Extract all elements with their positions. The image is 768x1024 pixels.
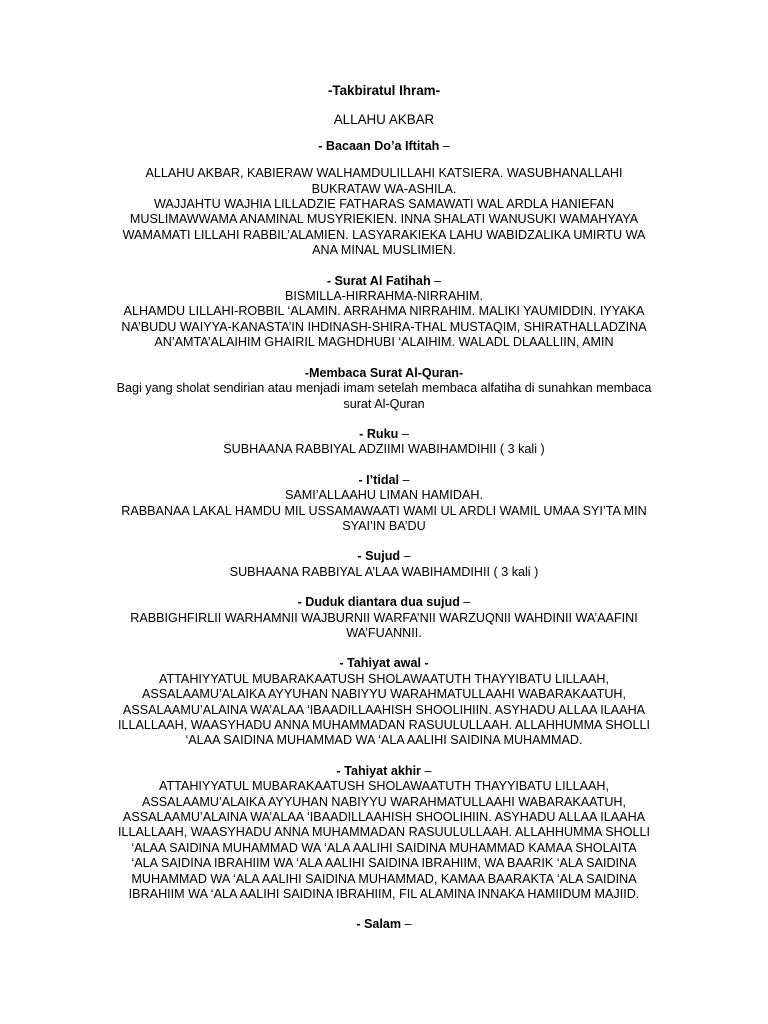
quran-section bbox=[80, 366, 688, 412]
tahiyat-awal-line: ASSALAAMU’ALAIKA AYYUHAN NABIYYU WARAHMATULLAAHI WABARAKAATUH, bbox=[141, 687, 627, 702]
tahiyat-akhir-line: ATTAHIYYATUL MUBARAKAATUSH SHOLAWAATUTH THAYYIBATU LILLAAH, bbox=[159, 779, 609, 794]
iftitah-line: BUKRATAW WA-ASHILA. bbox=[311, 181, 457, 196]
ruku-line: SUBHAANA RABBIYAL ADZIIMI WABIHAMDIHII ( 3 kali ) bbox=[223, 442, 545, 457]
iftitah-body bbox=[80, 166, 688, 258]
tahiyat-akhir-line: ASSALAAMU’ALAINA WA’ALAA ‘IBAADILLAAHISH SHOOLIHIIN. ASYHADU ALLAA ILAAHA bbox=[122, 810, 646, 825]
ruku-heading bbox=[80, 427, 688, 442]
itidal-section bbox=[80, 473, 688, 535]
iftitah-line: ALLAHU AKBAR, KABIERAW WALHAMDULILLAHI KATSIERA. WASUBHANALLAHI bbox=[145, 166, 623, 181]
tahiyat-awal-section bbox=[80, 656, 688, 748]
fatihah-line: NA’BUDU WAIYYA-KANASTA’IN IHDINASH-SHIRA-THAL MUSTAQIM, SHIRATHALLADZINA bbox=[121, 319, 647, 334]
tahiyat-awal-line: ‘ALAA SAIDINA MUHAMMAD WA ‘ALA AALIHI SAIDINA MUHAMMAD. bbox=[185, 733, 583, 748]
itidal-title: - I’tidal bbox=[358, 472, 400, 487]
itidal-line: RABBANAA LAKAL HAMDU MIL USSAMAWAATI WAMI UL ARDLI WAMIL UMAA SYI’TA MIN bbox=[121, 503, 647, 518]
salam-dash: – bbox=[401, 917, 412, 932]
tahiyat-awal-line: ATTAHIYYATUL MUBARAKAATUSH SHOLAWAATUTH THAYYIBATU LILLAAH, bbox=[159, 671, 609, 686]
iftitah-heading bbox=[80, 139, 688, 154]
iftitah-line: MUSLIMAWWAMA ANAMINAL MUSYRIEKIEN. INNA SHALATI WANUSUKI WAMAHYAYA bbox=[129, 212, 639, 227]
duduk-dash: – bbox=[459, 595, 471, 610]
tahiyat-akhir-section bbox=[80, 764, 688, 903]
fatihah-line: AN’AMTA’ALAIHIM GHAIRIL MAGHDHUBI ‘ALAIHIM. WALADL DLAALLIIN, AMIN bbox=[154, 335, 614, 350]
iftitah-dash: – bbox=[439, 138, 450, 153]
tahiyat-akhir-line: MUHAMMAD WA ‘ALA AALIHI SAIDINA MUHAMMAD, KAMAA BAARAKTA ‘ALA SAIDINA bbox=[131, 871, 637, 886]
fatihah-title: - Surat Al Fatihah bbox=[326, 273, 431, 288]
salam-heading bbox=[80, 917, 688, 932]
fatihah-heading bbox=[80, 274, 688, 289]
tahiyat-awal-line: ILLALLAAH, WAASYHADU ANNA MUHAMMADAN RASUULULLAAH. ALLAHHUMMA SHOLLI bbox=[117, 718, 651, 732]
sujud-section bbox=[80, 549, 688, 580]
takbiratul-text: ALLAHU AKBAR bbox=[333, 112, 435, 128]
salam-section bbox=[80, 917, 688, 932]
tahiyat-akhir-heading bbox=[80, 764, 688, 779]
tahiyat-awal-heading: - Tahiyat awal - bbox=[339, 656, 429, 671]
ruku-dash: – bbox=[398, 426, 409, 441]
tahiyat-akhir-line: IBRAHIIM WA ‘ALA AALIHI SAIDINA IBRAHIIM, FIL ALAMINA INNAKA HAMIIDUM MAJIID. bbox=[128, 887, 640, 902]
ruku-section bbox=[80, 427, 688, 458]
salam-title: - Salam bbox=[356, 917, 402, 932]
iftitah-line: WAMAMATI LILLAHI RABBIL’ALAMIEN. LASYARAKIEKA LAHU WABIDZALIKA UMIRTU WA bbox=[122, 227, 646, 242]
tahiyat-akhir-line: ‘ALA SAIDINA IBRAHIIM WA ‘ALA AALIHI SAIDINA IBRAHIIM, WA BAARIK ‘ALA SAIDINA bbox=[131, 856, 637, 871]
duduk-line: WA’FUANNII. bbox=[346, 625, 422, 640]
fatihah-line: ALHAMDU LILLAHI-ROBBIL ‘ALAMIN. ARRAHMA NIRRAHIM. MALIKI YAUMIDDIN. IYYAKA bbox=[123, 304, 645, 319]
duduk-line: RABBIGHFIRLII WARHAMNII WAJBURNII WARFA’NII WARZUQNII WAHDINII WA’AAFINI bbox=[130, 610, 638, 625]
iftitah-title: - Bacaan Do’a Iftitah bbox=[318, 138, 440, 153]
fatihah-dash: – bbox=[430, 273, 442, 288]
duduk-section bbox=[80, 595, 688, 641]
takbiratul-heading: -Takbiratul Ihram- bbox=[327, 83, 441, 98]
tahiyat-awal-line: ASSALAAMU’ALAINA WA’ALAA ‘IBAADILLAAHISH SHOOLIHIIN. ASYHADU ALLAA ILAAHA bbox=[122, 702, 646, 717]
sujud-title: - Sujud bbox=[357, 549, 401, 564]
quran-line: surat Al-Quran bbox=[343, 396, 425, 411]
duduk-heading bbox=[80, 595, 688, 610]
tahiyat-akhir-dash: – bbox=[420, 763, 432, 778]
duduk-title: - Duduk diantara dua sujud bbox=[297, 595, 460, 610]
tahiyat-akhir-line: ASSALAAMU’ALAIKA AYYUHAN NABIYYU WARAHMATULLAAHI WABARAKAATUH, bbox=[141, 794, 627, 809]
sujud-dash: – bbox=[400, 549, 411, 564]
itidal-line: SAMI’ALLAAHU LIMAN HAMIDAH. bbox=[284, 488, 484, 503]
ruku-title: - Ruku bbox=[359, 426, 399, 441]
itidal-line: SYAI’IN BA’DU bbox=[342, 518, 426, 533]
tahiyat-akhir-line: ILLALLAAH, WAASYHADU ANNA MUHAMMADAN RASUULULLAAH. ALLAHHUMMA SHOLLI bbox=[117, 825, 651, 840]
itidal-dash: – bbox=[399, 472, 410, 487]
iftitah-line: WAJJAHTU WAJHIA LILLADZIE FATHARAS SAMAWATI WAL ARDLA HANIEFAN bbox=[154, 197, 614, 212]
fatihah-section bbox=[80, 274, 688, 351]
iftitah-section bbox=[80, 139, 688, 259]
fatihah-line: BISMILLA-HIRRAHMA-NIRRAHIM. bbox=[284, 289, 484, 304]
tahiyat-akhir-line: ‘ALAA SAIDINA MUHAMMAD WA ‘ALA AALIHI SAIDINA MUHAMMAD KAMAA SHOLAITA bbox=[131, 840, 637, 855]
itidal-heading bbox=[80, 473, 688, 488]
sujud-heading bbox=[80, 549, 688, 564]
quran-heading: -Membaca Surat Al-Quran- bbox=[304, 365, 464, 380]
tahiyat-akhir-title: - Tahiyat akhir bbox=[336, 763, 421, 778]
quran-line: Bagi yang sholat sendirian atau menjadi imam setelah membaca alfatiha di sunahkan membaca bbox=[116, 381, 652, 396]
document-page bbox=[80, 83, 688, 933]
iftitah-line: ANA MINAL MUSLIMIEN. bbox=[312, 243, 456, 258]
sujud-line: SUBHAANA RABBIYAL A’LAA WABIHAMDIHII ( 3 kali ) bbox=[229, 564, 539, 579]
